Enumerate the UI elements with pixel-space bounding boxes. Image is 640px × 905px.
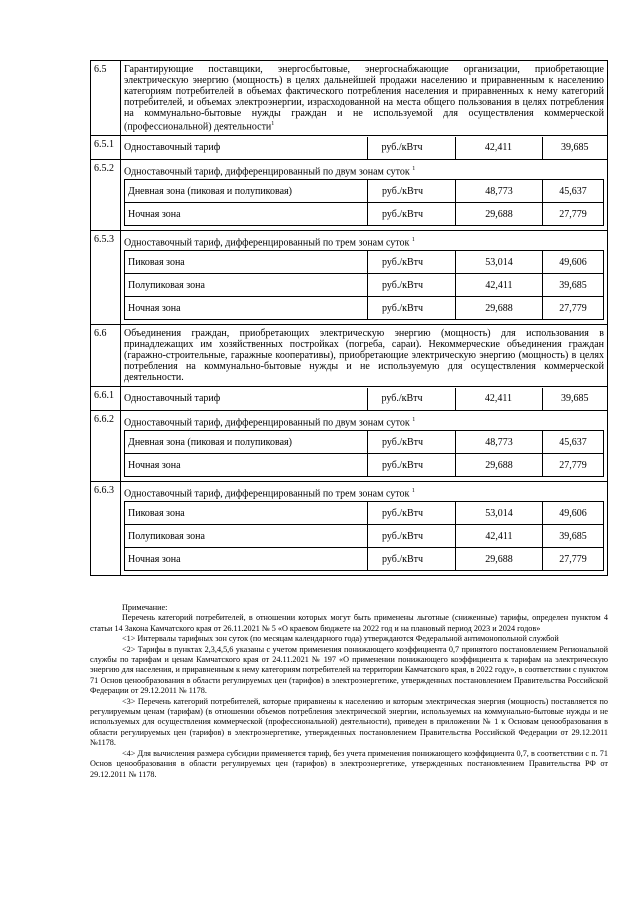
- zone-name: Пиковая зона: [125, 251, 368, 274]
- section-row-6-5: [91, 61, 608, 136]
- zone-name: Дневная зона (пиковая и полупиковая): [125, 180, 368, 203]
- value-period-2: 27,779: [543, 548, 604, 571]
- value-period-1: 42,411: [455, 388, 542, 410]
- unit: руб./кВтч: [368, 454, 456, 477]
- zone-name: Полупиковая зона: [125, 525, 368, 548]
- value-period-2: 39,685: [543, 525, 604, 548]
- zone-row: [125, 251, 604, 274]
- value-period-1: 42,411: [456, 525, 543, 548]
- value-period-2: 45,637: [543, 431, 604, 454]
- unit: руб./кВтч: [368, 431, 456, 454]
- zone-row: [125, 203, 604, 226]
- zone-name: Ночная зона: [125, 203, 368, 226]
- value-period-2: 27,779: [543, 454, 604, 477]
- zone-row: [125, 525, 604, 548]
- value-period-1: 48,773: [456, 180, 543, 203]
- tariff-group-title: Одноставочный тариф, дифференцированный по трем зонам суток $^1$: [124, 237, 415, 249]
- note-paragraph: <1> Интервалы тарифных зон суток (по месяцам календарного года) утверждаются Федеральной антимонопольной службой: [122, 634, 559, 644]
- value-period-1: 42,411: [456, 274, 543, 297]
- tariff-row-6-5-1: [91, 136, 608, 160]
- tariff-row-6-6-2: [91, 411, 608, 482]
- value-period-2: 39,685: [542, 388, 607, 410]
- row-number: 6.5.1: [91, 136, 121, 160]
- unit: руб./кВтч: [368, 297, 456, 320]
- tariff-group-title: Одноставочный тариф, дифференцированный по трем зонам суток $^1$: [124, 488, 415, 500]
- section-row-6-6: [91, 325, 608, 387]
- unit: руб./кВтч: [368, 502, 456, 525]
- value-period-1: 53,014: [456, 502, 543, 525]
- tariff-row-6-6-3: [91, 482, 608, 576]
- unit: руб./кВтч: [368, 251, 456, 274]
- notes-heading: Примечание:: [122, 603, 168, 612]
- zone-row: [125, 502, 604, 525]
- value-period-1: 53,014: [456, 251, 543, 274]
- unit: руб./кВтч: [368, 548, 456, 571]
- unit: руб./кВтч: [368, 525, 456, 548]
- tariff-row-6-5-3: [91, 231, 608, 325]
- value-period-1: 29,688: [456, 203, 543, 226]
- zone-row: [125, 431, 604, 454]
- value-period-2: 39,685: [543, 274, 604, 297]
- unit: руб./кВтч: [368, 274, 456, 297]
- value-period-2: 27,779: [543, 203, 604, 226]
- zone-name: Пиковая зона: [125, 502, 368, 525]
- zone-name: Ночная зона: [125, 454, 368, 477]
- tariff-table: [90, 60, 608, 576]
- value-period-2: 49,606: [543, 251, 604, 274]
- tariff-group-title: Одноставочный тариф, дифференцированный по двум зонам суток $^1$: [124, 417, 416, 429]
- row-number: 6.6.2: [91, 411, 121, 482]
- value-period-1: 29,688: [456, 548, 543, 571]
- zone-row: [125, 454, 604, 477]
- tariff-name: Одноставочный тариф: [121, 388, 367, 410]
- value-period-2: 27,779: [543, 297, 604, 320]
- note-paragraph: <3> Перечень категорий потребителей, которые приравнены к населению и которым электрическая энергия (мощность) поставляется по регулируемым ценам (тарифам) (в отношении объемов потребления электрической энергии, используемых на коммунально-бытовые нужды и не используемых для осуществления коммерческой (профессиональной) деятельности), приведен в приложении № 1 к Основам ценообразования в области регулируемых цен (тарифов) в электроэнергетике, утвержденных постановлением Правительства Российской Федерации от 29.12.2011 №1178.: [90, 696, 608, 748]
- tariff-row-6-6-1: [91, 387, 608, 411]
- tariff-name: Одноставочный тариф: [121, 137, 367, 159]
- value-period-2: 49,606: [543, 502, 604, 525]
- notes-section: [90, 603, 608, 780]
- unit: руб./кВтч: [367, 388, 455, 410]
- row-number: 6.5.2: [91, 160, 121, 231]
- row-number: 6.5.3: [91, 231, 121, 325]
- section-description: Гарантирующие поставщики, энергосбытовые, энергоснабжающие организации, приобретающие электрическую энергию (мощность) в целях дальнейшей продажи населению и приравненным к населению категориям потребителей в объемах фактического потребления населения и приравненных к нему категорий потребителей, и объемах электроэнергии, израсходованной на места общего пользования в целях потребления на коммунально-бытовые нужды граждан и не используемой для осуществления коммерческой (профессиональной) деятельности$^1$: [121, 61, 608, 136]
- note-paragraph: <2> Тарифы в пунктах 2,3,4,5,6 указаны с учетом применения понижающего коэффициента 0,7 принятого постановлением Региональной службы по тарифам и ценам Камчатского края от 24.11.2021 № 197 «О применении понижающего коэффициента к тарифам на электрическую энергию для населения, и приравненным к нему категориям потребителей на территории Камчатского края, в 2022 году», в соответствии с пунктом 71 Основ ценообразования в области регулируемых цен (тарифов) в электроэнергетике, утвержденных постановлением Правительства Российской Федерации от 29.12.2011 № 1178.: [90, 644, 608, 696]
- note-paragraph: Перечень категорий потребителей, в отношении которых могут быть применены льготные (сниженные) тарифы, определен пунктом 4 статьи 14 Закона Камчатского края от 26.11.2021 № 5 «О краевом бюджете на 2022 год и на плановый период 2023 и 2024 годов»: [90, 613, 608, 633]
- value-period-1: 42,411: [455, 137, 542, 159]
- zone-row: [125, 548, 604, 571]
- zone-name: Ночная зона: [125, 297, 368, 320]
- row-number: 6.6.3: [91, 482, 121, 576]
- row-number: 6.6.1: [91, 387, 121, 411]
- value-period-2: 39,685: [542, 137, 607, 159]
- zone-name: Полупиковая зона: [125, 274, 368, 297]
- zone-row: [125, 274, 604, 297]
- value-period-2: 45,637: [543, 180, 604, 203]
- unit: руб./кВтч: [368, 203, 456, 226]
- unit: руб./кВтч: [368, 180, 456, 203]
- section-description: Объединения граждан, приобретающих электрическую энергию (мощность) для использования в принадлежащих им хозяйственных постройках (погреба, сараи). Некоммерческие объединения граждан (гаражно-строительные, гаражные кооперативы), приобретающие электрическую энергию (мощность) в целях потребления на коммунально-бытовые нужды и не используемую для осуществления коммерческой деятельности.: [121, 325, 608, 387]
- zone-row: [125, 180, 604, 203]
- tariff-row-6-5-2: [91, 160, 608, 231]
- value-period-1: 29,688: [456, 454, 543, 477]
- value-period-1: 29,688: [456, 297, 543, 320]
- tariff-group-title: Одноставочный тариф, дифференцированный по двум зонам суток $^1$: [124, 166, 416, 178]
- zone-row: [125, 297, 604, 320]
- section-number: 6.6: [91, 325, 121, 387]
- section-number: 6.5: [91, 61, 121, 136]
- unit: руб./кВтч: [367, 137, 455, 159]
- value-period-1: 48,773: [456, 431, 543, 454]
- zone-name: Дневная зона (пиковая и полупиковая): [125, 431, 368, 454]
- zone-name: Ночная зона: [125, 548, 368, 571]
- note-paragraph: <4> Для вычисления размера субсидии применяется тариф, без учета применения понижающего коэффициента 0,7, в соответствии с п. 71 Основ ценообразования в области регулируемых цен (тарифов) в электроэнергетике, утвержденных постановлением Правительства РФ от 29.12.2011 № 1178.: [90, 748, 608, 779]
